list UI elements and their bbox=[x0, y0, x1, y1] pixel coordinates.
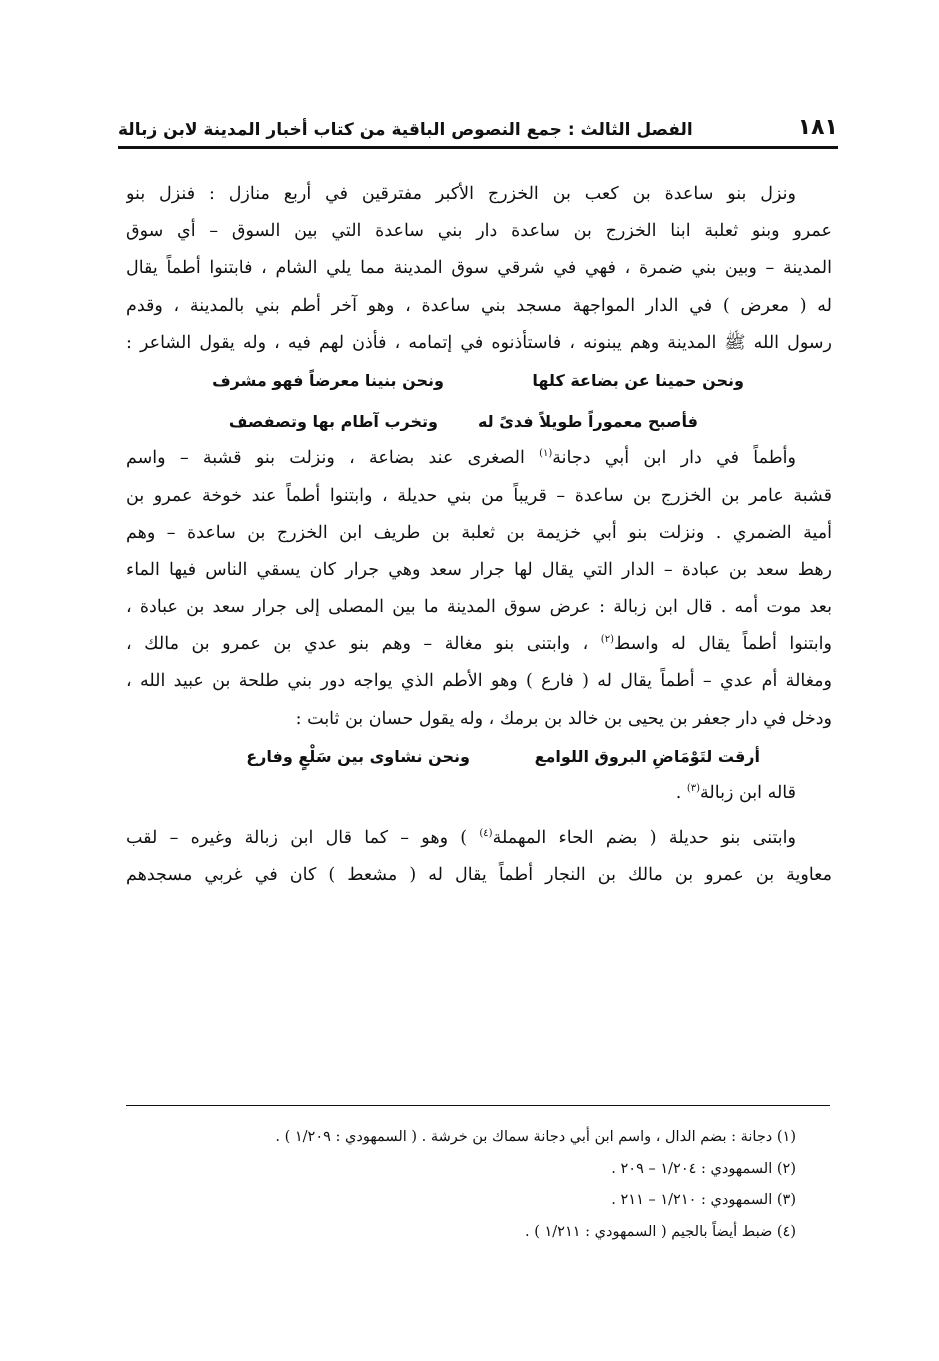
verse-hemistich: ونحن نشاوى بين سَلْعٍ وفارع bbox=[246, 746, 470, 766]
text-line: رهط سعد بن عبادة – الدار التي يقال لها جرار سعد وهي جرار كان يسقي الناس فيها الماء bbox=[126, 559, 832, 580]
footnote-ref: (١) bbox=[539, 448, 553, 460]
header-rule bbox=[118, 146, 838, 149]
text-line bbox=[126, 820, 832, 857]
text-line: له ( معرض ) في الدار المواجهة مسجد بني ساعدة ، وهو آخر أطم بني بالمدينة ، وقدم bbox=[126, 295, 832, 316]
text-segment: قاله ابن زبالة bbox=[700, 783, 796, 803]
text-line: قشبة عامر بن الخزرج بن ساعدة – قريباً من بني حديلة ، وابتنوا أطماً عند خوخة عمرو بن bbox=[126, 485, 832, 506]
footnote: (٣) السمهودي : ١/٢١٠ – ٢١١ . bbox=[611, 1192, 796, 1208]
verse-hemistich: وتخرب آطام بها وتصفصف bbox=[228, 412, 438, 432]
text-line bbox=[126, 440, 832, 477]
text-segment: وابتنوا أطماً يقال له واسط bbox=[613, 634, 832, 655]
text-line: ومغالة أم عدي – أطماً يقال له ( فارع ) وهو الأطم الذي يواجه دور بني طلحة بن عبيد الله ، bbox=[126, 671, 832, 692]
footnote-rule bbox=[126, 1105, 830, 1106]
text-line bbox=[126, 626, 832, 663]
text-segment: ) وهو – كما قال ابن زبالة وغيره – لقب bbox=[126, 828, 468, 849]
footnote: (١) دجانة : بضم الدال ، واسم ابن أبي دجانة سماك بن خرشة . ( السمهودي : ١/٢٠٩ ) . bbox=[275, 1129, 796, 1145]
footnotes bbox=[126, 1122, 832, 1248]
main-text bbox=[126, 176, 832, 895]
text-line: قاله ابن زبالة$^{(٣)}$ . bbox=[675, 783, 796, 803]
poetry-verse bbox=[126, 403, 832, 440]
chapter-title: الفصل الثالث : جمع النصوص الباقية من كتاب أخبار المدينة لابن زبالة bbox=[118, 120, 693, 140]
poetry-verse bbox=[126, 362, 832, 399]
text-segment: وأطماً في دار ابن أبي دجانة bbox=[552, 448, 796, 469]
poetry-verse bbox=[126, 738, 832, 775]
text-line: معاوية بن عمرو بن مالك بن النجار أطماً يقال له ( مشعط ) كان في غربي مسجدهم bbox=[126, 865, 832, 886]
page-number: ١٨١ bbox=[797, 115, 838, 140]
verse-hemistich: ونحن بنينا معرضاً فهو مشرف bbox=[212, 370, 444, 390]
text-segment: وابتنى بنو حديلة ( بضم الحاء المهملة bbox=[492, 828, 796, 849]
text-line: ودخل في دار جعفر بن يحيى بن خالد بن برمك ، وله يقول حسان بن ثابت : bbox=[295, 708, 832, 729]
footnote: (٤) ضبط أيضاً بالجيم ( السمهودي : ١/٢١١ ) . bbox=[525, 1223, 796, 1240]
text-line: المدينة – وبين بني ضمرة ، فهي في شرقي سوق المدينة مما يلي الشام ، فابتنوا أطماً يقال bbox=[126, 258, 832, 279]
text-line: بعد موت أمه . قال ابن زبالة : عرض سوق المدينة ما بين المصلى إلى جرار سعد بن عبادة ، bbox=[126, 597, 832, 618]
verse-hemistich: أرقت لتَوْمَاضِ البروق اللوامع bbox=[534, 746, 760, 766]
verse-hemistich: فأصبح معموراً طويلاً فدىً له bbox=[477, 412, 698, 432]
verse-hemistich: ونحن حمينا عن بضاعة كلها bbox=[532, 370, 744, 390]
text-line: عمرو وبنو ثعلبة ابنا الخزرج بن ساعدة دار بني ساعدة التي بين السوق – أي سوق bbox=[126, 221, 832, 242]
text-segment: ، وابتنى بنو مغالة – وهم بنو عدي بن عمرو بن مالك ، bbox=[126, 634, 589, 655]
text-line: ونزل بنو ساعدة بن كعب بن الخزرج الأكبر مفترقين في أربع منازل : فنزل بنو bbox=[126, 184, 796, 204]
footnote-ref: (٢) bbox=[600, 634, 614, 646]
text-line: أمية الضمري . ونزلت بنو أبي خزيمة بن ثعلبة بن طريف ابن الخزرج بن ساعدة – وهم bbox=[126, 522, 832, 543]
running-header bbox=[118, 100, 838, 140]
text-line: رسول الله ﷺ المدينة وهم يبنونه ، فاستأذنوه في إتمامه ، فأذن لهم فيه ، وله يقول الشاعر : bbox=[126, 332, 832, 353]
footnote-ref: (٤) bbox=[479, 828, 493, 840]
footnote: (٢) السمهودي : ١/٢٠٤ – ٢٠٩ . bbox=[611, 1160, 796, 1177]
text-segment: الصغرى عند بضاعة ، ونزلت بنو قشبة – واسم bbox=[126, 448, 525, 469]
footnote-ref: (٣) bbox=[686, 783, 701, 795]
